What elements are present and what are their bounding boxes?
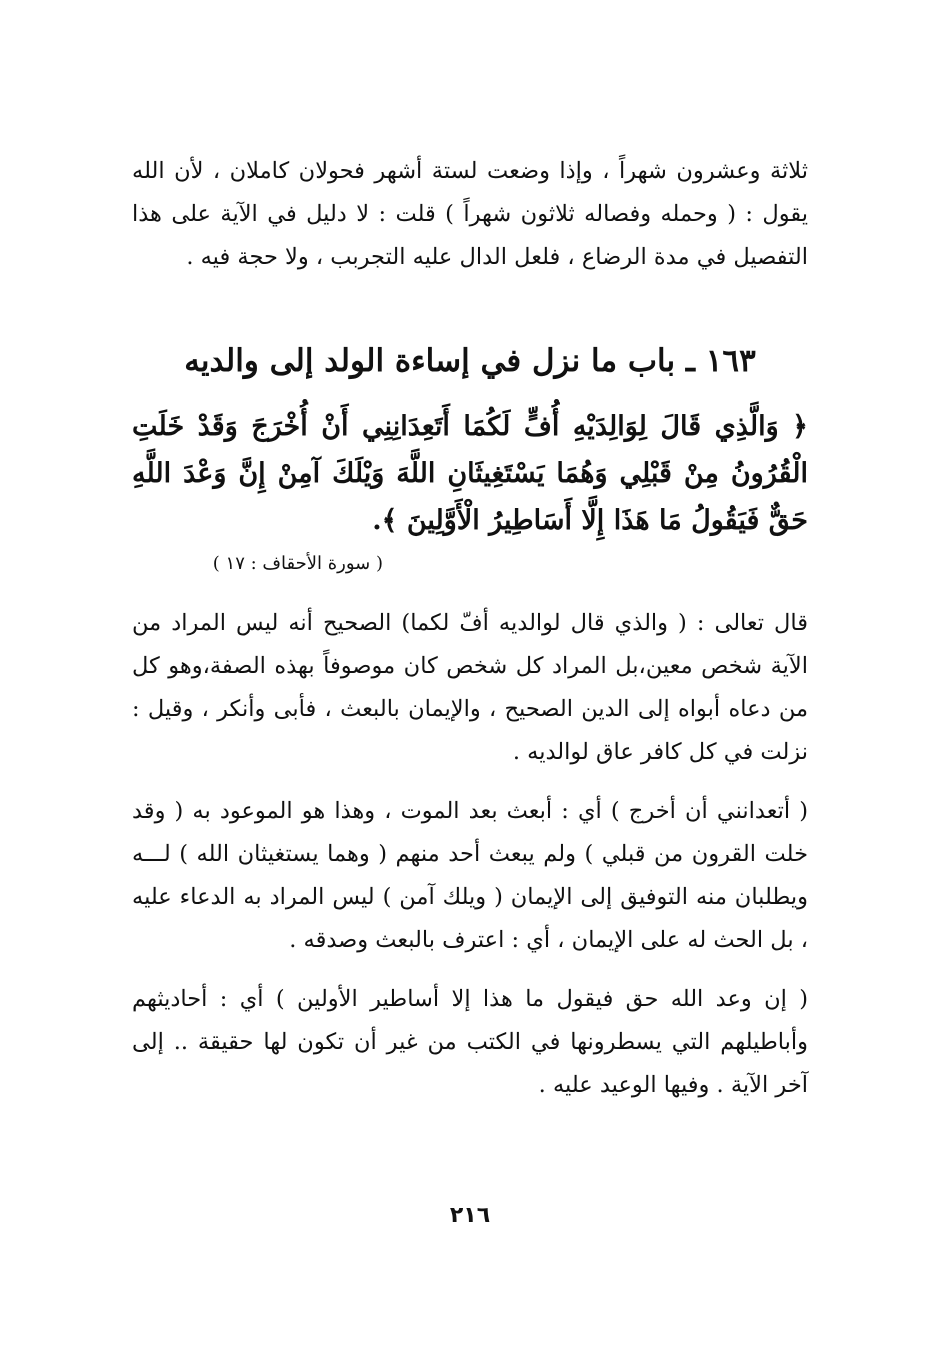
- verse-reference: ( سورة الأحقاف : ١٧ ): [212, 553, 383, 574]
- commentary-paragraph-3: ( إن وعد الله حق فيقول ما هذا إلا أساطير الأولين ) أي : أحاديثهم وأباطيلهم التي يسطرونها في الكتب من غير أن تكون لها حقيقة .. إلى آخر الآية . وفيها الوعيد عليه .: [132, 986, 808, 1098]
- chapter-title: ١٦٣ ـ باب ما نزل في إساءة الولد إلى والديه: [184, 343, 756, 379]
- page-number: ٢١٦: [449, 1203, 491, 1228]
- intro-paragraph: ثلاثة وعشرون شهراً ، وإذا وضعت لستة أشهر فحولان كاملان ، لأن الله يقول : ( وحمله وفصاله ثلاثون شهراً ) قلت : لا دليل في الآية على هذا التفصيل في مدة الرضاع ، فلعل الدال عليه التجربب ، ولا حجة فيه .: [132, 158, 808, 270]
- page-body: [132, 150, 808, 1123]
- commentary-paragraph-1: قال تعالى : ( والذي قال لوالديه أفّ لكما) الصحيح أنه ليس المراد من الآية شخص معين،بل المراد كل شخص كان موصوفاً بهذه الصفة،وهو كل من دعاه أبواه إلى الدين الصحيح ، والإيمان بالبعث ، فأبى وأنكر ، وقيل : نزلت في كل كافر عاق لوالديه .: [132, 610, 808, 765]
- commentary-paragraph-2: ( أتعدانني أن أخرج ) أي : أبعث بعد الموت ، وهذا هو الموعود به ( وقد خلت القرون من قبلي ) ولم يبعث أحد منهم ( وهما يستغيثان الله ) لـــه ويطلبان منه التوفيق إلى الإيمان ( ويلك آمن ) ليس المراد به الدعاء عليه ، بل الحث له على الإيمان ، أي : اعترف بالبعث وصدقه .: [132, 798, 808, 953]
- quran-verse: ﴿ وَالَّذِي قَالَ لِوَالِدَيْهِ أُفٍّ لَكُمَا أَتَعِدَانِنِي أَنْ أُخْرَجَ وَقَدْ خَلَتِ الْقُرُونُ مِنْ قَبْلِي وَهُمَا يَسْتَغِيثَانِ اللَّهَ وَيْلَكَ آمِنْ إِنَّ وَعْدَ اللَّهِ حَقٌّ فَيَقُولُ مَا هَذَا إِلَّا أَسَاطِيرُ الْأَوَّلِينَ ﴾.: [132, 411, 808, 536]
